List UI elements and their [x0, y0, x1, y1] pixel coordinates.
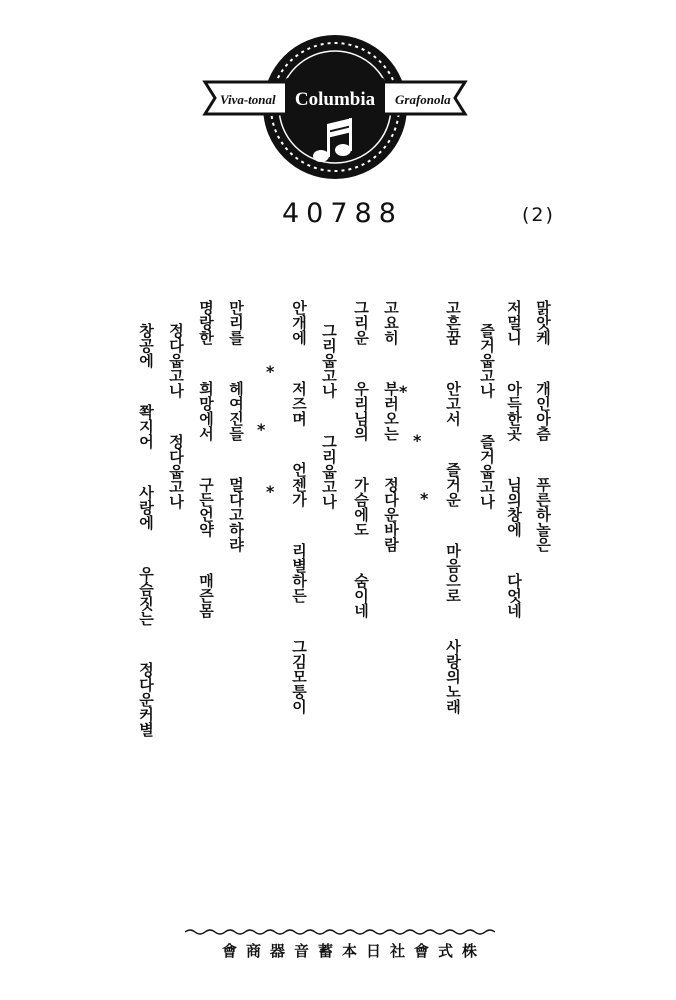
logo-left-banner: Viva-tonal — [220, 92, 276, 107]
lyric-line: 맑앗케 개인아츰 푸른하놀은 — [534, 300, 552, 552]
separator-mark: * — [266, 482, 275, 501]
logo-brand-text: Columbia — [294, 89, 376, 110]
lyric-line: 고흔꿈 안고서 즐거운 마음으로 사랑의노래 — [444, 300, 462, 714]
lyric-line: 정다웁고나 정다웁고나 — [167, 323, 185, 509]
separator-mark: * — [420, 489, 429, 508]
publisher-name: 會商器音蓄本日社會式株 — [222, 942, 487, 960]
lyric-line: 그리운 우리님의 가슴에도 숨이네 — [352, 300, 370, 618]
separator-mark: * — [413, 431, 422, 450]
lyric-line: 명랑한 희망에서 구든언약 매즌몸 — [197, 300, 215, 618]
columbia-logo — [190, 32, 480, 182]
lyric-line: 안개에 저즈며 언젠가 리별하든 그김모퉁이 — [290, 300, 308, 714]
lyric-line: 고요히 부러오는 정다운바람 — [382, 300, 400, 552]
footer-divider — [185, 928, 495, 936]
separator-mark: * — [266, 362, 275, 381]
lyric-line: 저멀니 아득한곳 님의창에 다엇네 — [505, 300, 523, 618]
separator-mark: * — [399, 382, 408, 401]
side-number: (2) — [522, 204, 555, 226]
logo-right-banner: Grafonola — [395, 92, 451, 107]
lyric-line: 창공에 쫙지어 사랑에 우슴짓는 정다운커별 — [137, 323, 155, 737]
separator-mark: * — [257, 420, 266, 439]
lyric-line: 만리를 헤여진들 멀다고하랴 — [227, 300, 245, 552]
record-number: 40788 — [282, 198, 403, 229]
lyric-line: 즐거웁고나 즐거웁고나 — [478, 323, 496, 509]
lyric-line: 그리웁고나 그리웁고나 — [320, 323, 338, 509]
